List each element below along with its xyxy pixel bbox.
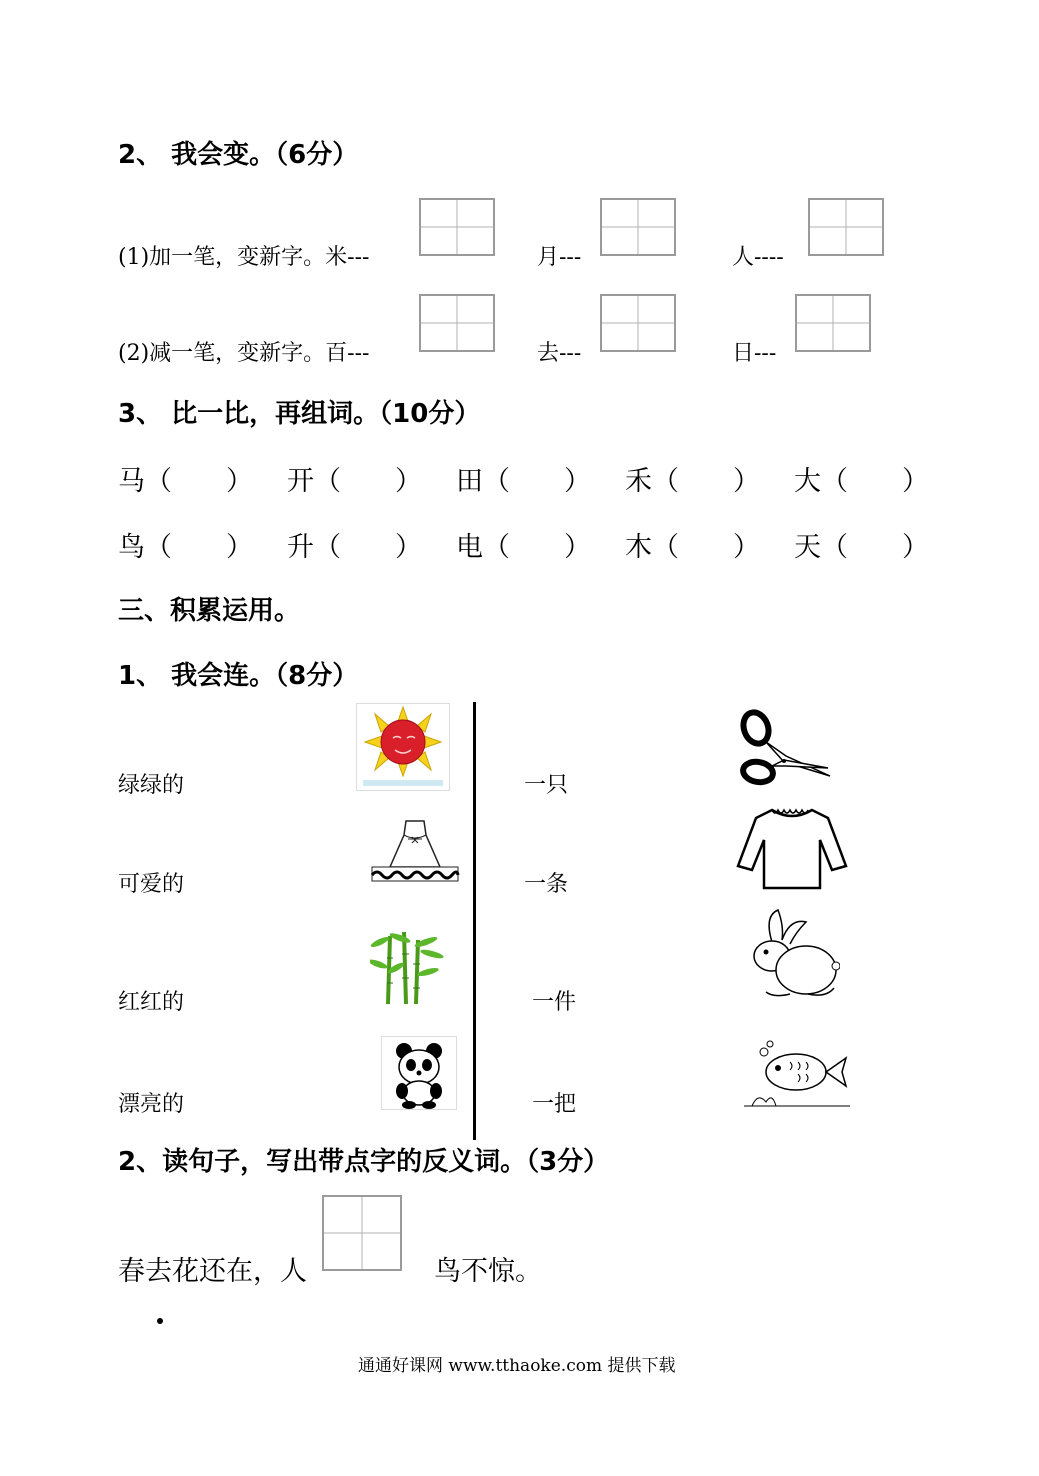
sentence-part: 鸟不惊。 (434, 1256, 542, 1287)
footer-text: 通通好课网 www.tthaoke.com 提供下载 (358, 1356, 676, 1376)
divider-line (473, 702, 476, 1140)
remove-stroke-item: 日--- (732, 341, 777, 366)
measure-word: 一条 (524, 872, 569, 897)
scissors-icon (736, 706, 832, 792)
word-group-item: 田（ ） (456, 466, 591, 497)
bullet-dot (157, 1318, 163, 1324)
bamboo-icon (370, 928, 456, 1008)
word-group-item: 天（ ） (794, 532, 929, 563)
answer-box[interactable] (600, 294, 676, 352)
add-stroke-label: (1)加一笔，变新字。米--- (118, 245, 370, 270)
sweater-icon (736, 800, 848, 892)
add-stroke-item: 月--- (537, 245, 582, 270)
remove-stroke-item: 去--- (537, 341, 582, 366)
section-2-title: 2、 我会变。（6分） (118, 140, 359, 170)
word-group-item: 大（ ） (794, 466, 929, 497)
word-group-item: 开（ ） (287, 466, 422, 497)
rabbit-icon (750, 908, 840, 1002)
sun-icon (356, 703, 450, 791)
adjective-label: 红红的 (118, 990, 185, 1015)
antonym-answer-box[interactable] (322, 1195, 402, 1271)
fish-icon (742, 1040, 852, 1112)
word-group-item: 木（ ） (625, 532, 760, 563)
answer-box[interactable] (600, 198, 676, 256)
panda-icon (381, 1036, 457, 1110)
adjective-label: 可爱的 (118, 872, 185, 897)
adjective-label: 漂亮的 (118, 1092, 185, 1117)
adjective-label: 绿绿的 (118, 773, 185, 798)
answer-box[interactable] (419, 294, 495, 352)
word-group-item: 电（ ） (456, 532, 591, 563)
measure-word: 一件 (532, 990, 577, 1015)
measure-word: 一把 (532, 1092, 577, 1117)
answer-box[interactable] (795, 294, 871, 352)
matching-title: 1、 我会连。（8分） (118, 661, 359, 691)
antonym-title: 2、读句子，写出带点字的反义词。（3分） (118, 1147, 610, 1177)
sentence-part: 春去花还在，人 (118, 1256, 307, 1287)
word-group-item: 鸟（ ） (118, 532, 253, 563)
measure-word: 一只 (524, 773, 569, 798)
remove-stroke-label: (2)减一笔，变新字。百--- (118, 341, 370, 366)
answer-box[interactable] (808, 198, 884, 256)
section-3-title: 3、 比一比，再组词。（10分） (118, 399, 481, 429)
add-stroke-item: 人---- (732, 245, 784, 270)
word-group-item: 马（ ） (118, 466, 253, 497)
dress-icon (368, 815, 462, 889)
answer-box[interactable] (419, 198, 495, 256)
word-group-item: 禾（ ） (625, 466, 760, 497)
word-group-item: 升（ ） (287, 532, 422, 563)
part-3-title: 三、积累运用。 (118, 596, 301, 626)
